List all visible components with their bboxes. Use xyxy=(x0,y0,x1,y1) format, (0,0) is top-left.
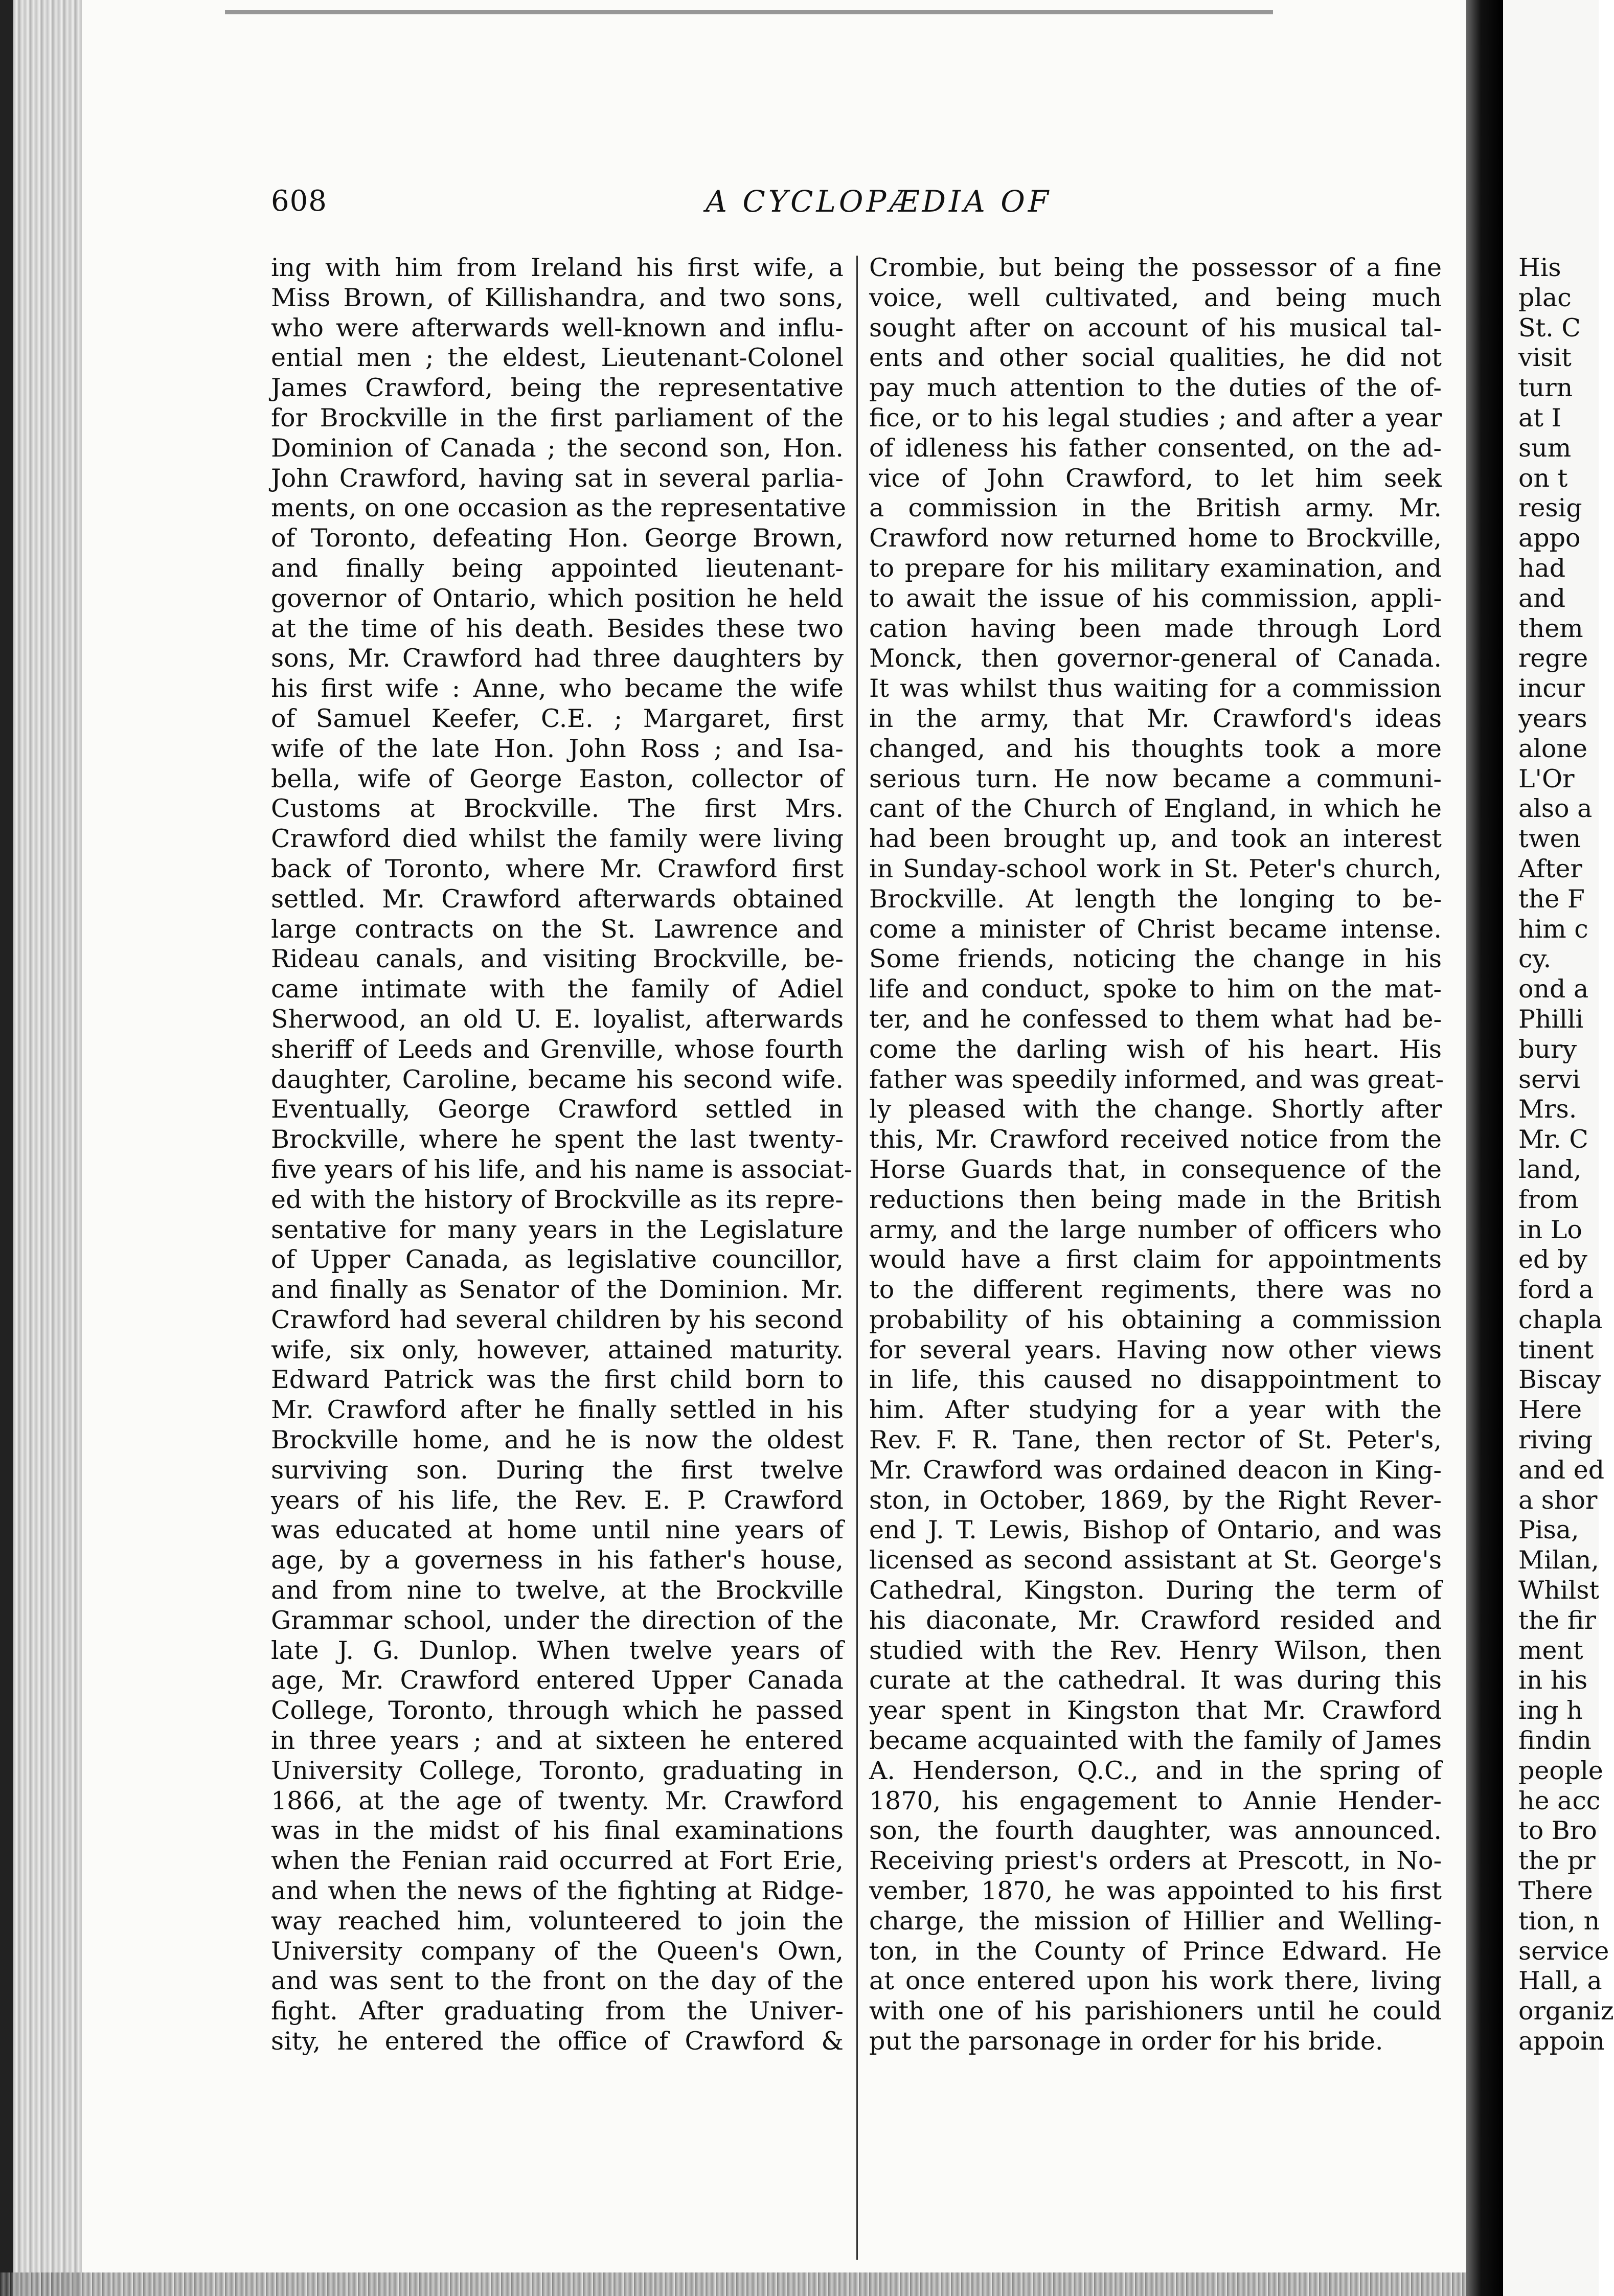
text-line: fice, or to his legal studies ; and after a year xyxy=(869,403,1442,433)
text-line: twen xyxy=(1518,824,1581,854)
text-line: and finally as Senator of the Dominion. Mr. xyxy=(271,1275,844,1305)
text-line: at I xyxy=(1518,403,1561,433)
text-line: incur xyxy=(1518,674,1585,703)
text-line: years of his life, the Rev. E. P. Crawford xyxy=(271,1485,844,1515)
text-line: wife of the late Hon. John Ross ; and Isa- xyxy=(271,734,844,763)
bottom-edge xyxy=(0,2272,1466,2296)
gutter-shadow xyxy=(1466,0,1503,2296)
text-line: the F xyxy=(1518,884,1585,914)
text-line: in his xyxy=(1518,1666,1588,1695)
text-line: ter, and he confessed to them what had be- xyxy=(869,1004,1442,1034)
text-line: in life, this caused no disappointment to xyxy=(869,1365,1442,1395)
text-line: of Upper Canada, as legislative councillor, xyxy=(271,1245,844,1275)
text-line: surviving son. During the first twelve xyxy=(271,1455,844,1485)
text-line: Sherwood, an old U. E. loyalist, afterwards xyxy=(271,1004,844,1034)
text-line: sity, he entered the office of Crawford & xyxy=(271,2027,844,2056)
text-line: ments, on one occasion as the representative xyxy=(271,493,846,523)
text-line: year spent in Kingston that Mr. Crawford xyxy=(869,1696,1442,1725)
text-line: University company of the Queen's Own, xyxy=(271,1936,844,1966)
text-line: charge, the mission of Hillier and Welling- xyxy=(869,1906,1442,1936)
text-line: Whilst xyxy=(1518,1576,1600,1605)
text-line: and when the news of the fighting at Ridge- xyxy=(271,1876,844,1906)
text-line: also a xyxy=(1518,794,1593,824)
text-line: findin xyxy=(1518,1726,1592,1756)
text-line: large contracts on the St. Lawrence and xyxy=(271,914,844,944)
text-line: probability of his obtaining a commission xyxy=(869,1305,1442,1334)
text-line: father was speedily informed, and was great- xyxy=(869,1064,1444,1094)
text-line: There xyxy=(1518,1876,1593,1906)
text-line: come a minister of Christ became intense. xyxy=(869,914,1442,944)
text-line: and was sent to the front on the day of the xyxy=(271,1966,844,1996)
text-line: regre xyxy=(1518,644,1588,673)
text-line: appoin xyxy=(1518,2027,1605,2056)
text-line: College, Toronto, through which he passed xyxy=(271,1696,844,1725)
text-line: bury xyxy=(1518,1034,1577,1064)
text-line: studied with the Rev. Henry Wilson, then xyxy=(869,1635,1442,1665)
top-edge-mark xyxy=(225,10,1273,14)
text-line: and finally being appointed lieutenant- xyxy=(271,553,844,583)
text-line: who were afterwards well-known and influ- xyxy=(271,313,844,343)
text-line: Brockville. At length the longing to be- xyxy=(869,884,1442,914)
text-line: of Samuel Keefer, C.E. ; Margaret, first xyxy=(271,703,844,733)
text-line: service xyxy=(1518,1936,1609,1966)
text-line: Mr. Crawford was ordained deacon in King- xyxy=(869,1455,1442,1485)
text-line: riving xyxy=(1518,1425,1593,1455)
text-line: resig xyxy=(1518,493,1582,523)
text-line: on t xyxy=(1518,463,1568,493)
text-line: ents and other social qualities, he did not xyxy=(869,343,1442,373)
text-line: Eventually, George Crawford settled in xyxy=(271,1095,844,1124)
text-line: in Sunday-school work in St. Peter's church, xyxy=(869,854,1442,883)
text-line: governor of Ontario, which position he held xyxy=(271,583,844,613)
text-line: visit xyxy=(1518,343,1572,373)
text-line: the fir xyxy=(1518,1605,1596,1635)
text-line: Mr. C xyxy=(1518,1125,1588,1154)
text-line: his first wife : Anne, who became the wife xyxy=(271,674,844,703)
text-line: ly pleased with the change. Shortly after xyxy=(869,1095,1442,1124)
text-line: son, the fourth daughter, was announced. xyxy=(869,1816,1442,1846)
text-line: 1866, at the age of twenty. Mr. Crawford xyxy=(271,1786,844,1815)
text-line: was educated at home until nine years of xyxy=(271,1515,844,1545)
text-line: vice of John Crawford, to let him seek xyxy=(869,463,1442,493)
text-line: Biscay xyxy=(1518,1365,1601,1395)
text-line: and xyxy=(1518,583,1566,613)
text-line: Mrs. xyxy=(1518,1095,1577,1124)
text-line: turn xyxy=(1518,373,1573,403)
text-line: St. C xyxy=(1518,313,1581,343)
left-binding-shadow xyxy=(0,0,13,2296)
text-line: pay much attention to the duties of the of- xyxy=(869,373,1442,403)
text-line: to prepare for his military examination, and xyxy=(869,553,1442,583)
text-line: had been brought up, and took an interest xyxy=(869,824,1442,854)
text-line: Rideau canals, and visiting Brockville, be- xyxy=(271,944,844,974)
adjacent-page-text-column xyxy=(1518,253,1614,2057)
text-line: and from nine to twelve, at the Brockville xyxy=(271,1576,844,1605)
text-line: ing with him from Ireland his first wife, a xyxy=(271,253,844,282)
text-line: sheriff of Leeds and Grenville, whose fourth xyxy=(271,1034,844,1064)
text-line: Crawford died whilst the family were living xyxy=(271,824,844,854)
text-line: Brockville, where he spent the last twenty- xyxy=(271,1125,844,1154)
text-line: A. Henderson, Q.C., and in the spring of xyxy=(869,1756,1442,1785)
text-line: late J. G. Dunlop. When twelve years of xyxy=(271,1635,844,1665)
text-line: tinent xyxy=(1518,1335,1594,1365)
text-line: ford a xyxy=(1518,1275,1594,1305)
text-line: of idleness his father consented, on the ad- xyxy=(869,433,1442,463)
text-line: Philli xyxy=(1518,1004,1584,1034)
text-line: when the Fenian raid occurred at Fort Erie, xyxy=(271,1846,844,1876)
text-line: would have a first claim for appointments xyxy=(869,1245,1442,1275)
page-number: 608 xyxy=(271,185,327,218)
text-line: Crombie, but being the possessor of a fine xyxy=(869,253,1442,282)
text-line: in the army, that Mr. Crawford's ideas xyxy=(869,703,1442,733)
text-line: to the different regiments, there was no xyxy=(869,1275,1442,1305)
text-line: sum xyxy=(1518,433,1572,463)
text-line: Monck, then governor-general of Canada. xyxy=(869,644,1442,673)
text-line: sons, Mr. Crawford had three daughters by xyxy=(271,644,844,673)
text-line: years xyxy=(1518,703,1587,733)
text-line: ment xyxy=(1518,1635,1583,1665)
text-line: Brockville home, and he is now the oldest xyxy=(271,1425,844,1455)
text-line: Here xyxy=(1518,1395,1582,1425)
text-line: Receiving priest's orders at Prescott, in No- xyxy=(869,1846,1442,1876)
text-line: ton, in the County of Prince Edward. He xyxy=(869,1936,1442,1966)
text-line: for Brockville in the first parliament of the xyxy=(271,403,844,433)
text-line: tion, n xyxy=(1518,1906,1600,1936)
text-line: way reached him, volunteered to join the xyxy=(271,1906,844,1936)
right-text-column xyxy=(869,253,1442,2057)
text-line: come the darling wish of his heart. His xyxy=(869,1034,1442,1064)
running-head: A CYCLOPÆDIA OF xyxy=(706,184,1052,219)
text-line: Rev. F. R. Tane, then rector of St. Peter's, xyxy=(869,1425,1442,1455)
text-line: Grammar school, under the direction of the xyxy=(271,1605,844,1635)
text-line: of Toronto, defeating Hon. George Brown, xyxy=(271,524,844,553)
text-line: him. After studying for a year with the xyxy=(869,1395,1442,1425)
text-line: John Crawford, having sat in several parlia- xyxy=(271,463,844,493)
text-line: with one of his parishioners until he could xyxy=(869,1996,1442,2026)
column-divider xyxy=(856,256,858,2260)
text-line: him c xyxy=(1518,914,1588,944)
text-line: to Bro xyxy=(1518,1816,1597,1846)
text-line: Miss Brown, of Killishandra, and two sons, xyxy=(271,283,844,312)
text-line: Hall, a xyxy=(1518,1966,1602,1996)
text-line: James Crawford, being the representative xyxy=(271,373,844,403)
text-line: It was whilst thus waiting for a commission xyxy=(869,674,1442,703)
text-line: Horse Guards that, in consequence of the xyxy=(869,1154,1442,1184)
text-line: had xyxy=(1518,553,1566,583)
text-line: for several years. Having now other views xyxy=(869,1335,1442,1365)
text-line: cy. xyxy=(1518,944,1552,974)
text-line: life and conduct, spoke to him on the mat- xyxy=(869,974,1442,1004)
text-line: a shor xyxy=(1518,1485,1598,1515)
text-line: to await the issue of his commission, appli- xyxy=(869,583,1442,613)
text-line: at once entered upon his work there, living xyxy=(869,1966,1442,1996)
text-line: wife, six only, however, attained maturity. xyxy=(271,1335,844,1365)
text-line: ing h xyxy=(1518,1696,1583,1725)
text-line: age, by a governess in his father's house, xyxy=(271,1545,844,1575)
text-line: ential men ; the eldest, Lieutenant-Colonel xyxy=(271,343,844,373)
text-line: Milan, xyxy=(1518,1545,1599,1575)
text-line: cation having been made through Lord xyxy=(869,613,1442,643)
text-line: daughter, Caroline, became his second wife. xyxy=(271,1064,844,1094)
text-line: vember, 1870, he was appointed to his first xyxy=(869,1876,1442,1906)
text-line: Edward Patrick was the first child born to xyxy=(271,1365,844,1395)
text-line: his diaconate, Mr. Crawford resided and xyxy=(869,1605,1442,1635)
left-text-column xyxy=(271,253,853,2057)
text-line: serious turn. He now became a communi- xyxy=(869,764,1442,793)
text-line: ston, in October, 1869, by the Right Rever- xyxy=(869,1485,1442,1515)
text-line: Customs at Brockville. The first Mrs. xyxy=(271,794,844,824)
text-line: Some friends, noticing the change in his xyxy=(869,944,1442,974)
text-line: put the parsonage in order for his bride. xyxy=(869,2027,1383,2056)
text-line: and ed xyxy=(1518,1455,1605,1485)
text-line: was in the midst of his final examinations xyxy=(271,1816,844,1846)
text-line: bella, wife of George Easton, collector of xyxy=(271,764,844,793)
text-line: His xyxy=(1518,253,1561,282)
text-line: curate at the cathedral. It was during this xyxy=(869,1666,1442,1695)
text-line: settled. Mr. Crawford afterwards obtained xyxy=(271,884,844,914)
text-line: ed by xyxy=(1518,1245,1587,1275)
text-line: After xyxy=(1518,854,1582,883)
text-line: organiz xyxy=(1518,1996,1614,2026)
text-line: became acquainted with the family of James xyxy=(869,1726,1442,1756)
text-line: L'Or xyxy=(1518,764,1575,793)
text-line: servi xyxy=(1518,1064,1580,1094)
text-line: land, xyxy=(1518,1154,1582,1184)
text-line: came intimate with the family of Adiel xyxy=(271,974,844,1004)
text-line: the pr xyxy=(1518,1846,1596,1876)
text-line: 1870, his engagement to Annie Hender- xyxy=(869,1786,1442,1815)
text-line: Crawford now returned home to Brockville, xyxy=(869,524,1442,553)
text-line: in three years ; and at sixteen he entered xyxy=(271,1726,844,1756)
text-line: ed with the history of Brockville as its repre- xyxy=(271,1185,844,1214)
text-line: a commission in the British army. Mr. xyxy=(869,493,1442,523)
text-line: Crawford had several children by his second xyxy=(271,1305,844,1334)
text-line: Dominion of Canada ; the second son, Hon. xyxy=(271,433,844,463)
text-line: in Lo xyxy=(1518,1215,1582,1244)
text-line: Cathedral, Kingston. During the term of xyxy=(869,1576,1442,1605)
text-line: Pisa, xyxy=(1518,1515,1579,1545)
text-line: age, Mr. Crawford entered Upper Canada xyxy=(271,1666,844,1695)
text-line: sought after on account of his musical tal- xyxy=(869,313,1442,343)
text-line: fight. After graduating from the Univer- xyxy=(271,1996,844,2026)
text-line: at the time of his death. Besides these two xyxy=(271,613,844,643)
text-line: plac xyxy=(1518,283,1572,312)
text-line: University College, Toronto, graduating in xyxy=(271,1756,844,1785)
text-line: people xyxy=(1518,1756,1603,1785)
text-line: cant of the Church of England, in which he xyxy=(869,794,1442,824)
text-line: end J. T. Lewis, Bishop of Ontario, and was xyxy=(869,1515,1442,1545)
text-line: voice, well cultivated, and being much xyxy=(869,283,1442,312)
text-line: sentative for many years in the Legislature xyxy=(271,1215,844,1244)
text-line: licensed as second assistant at St. George's xyxy=(869,1545,1442,1575)
text-line: appo xyxy=(1518,524,1581,553)
text-line: back of Toronto, where Mr. Crawford first xyxy=(271,854,844,883)
text-line: changed, and his thoughts took a more xyxy=(869,734,1442,763)
text-line: five years of his life, and his name is associat- xyxy=(271,1154,853,1184)
text-line: alone xyxy=(1518,734,1587,763)
text-line: from xyxy=(1518,1185,1579,1214)
text-line: he acc xyxy=(1518,1786,1601,1815)
text-line: Mr. Crawford after he finally settled in his xyxy=(271,1395,844,1425)
text-line: this, Mr. Crawford received notice from the xyxy=(869,1125,1442,1154)
text-line: reductions then being made in the British xyxy=(869,1185,1442,1214)
adjacent-page xyxy=(1503,0,1614,2296)
text-line: ond a xyxy=(1518,974,1589,1004)
text-line: chapla xyxy=(1518,1305,1603,1334)
text-line: army, and the large number of officers who xyxy=(869,1215,1442,1244)
text-line: them xyxy=(1518,613,1583,643)
